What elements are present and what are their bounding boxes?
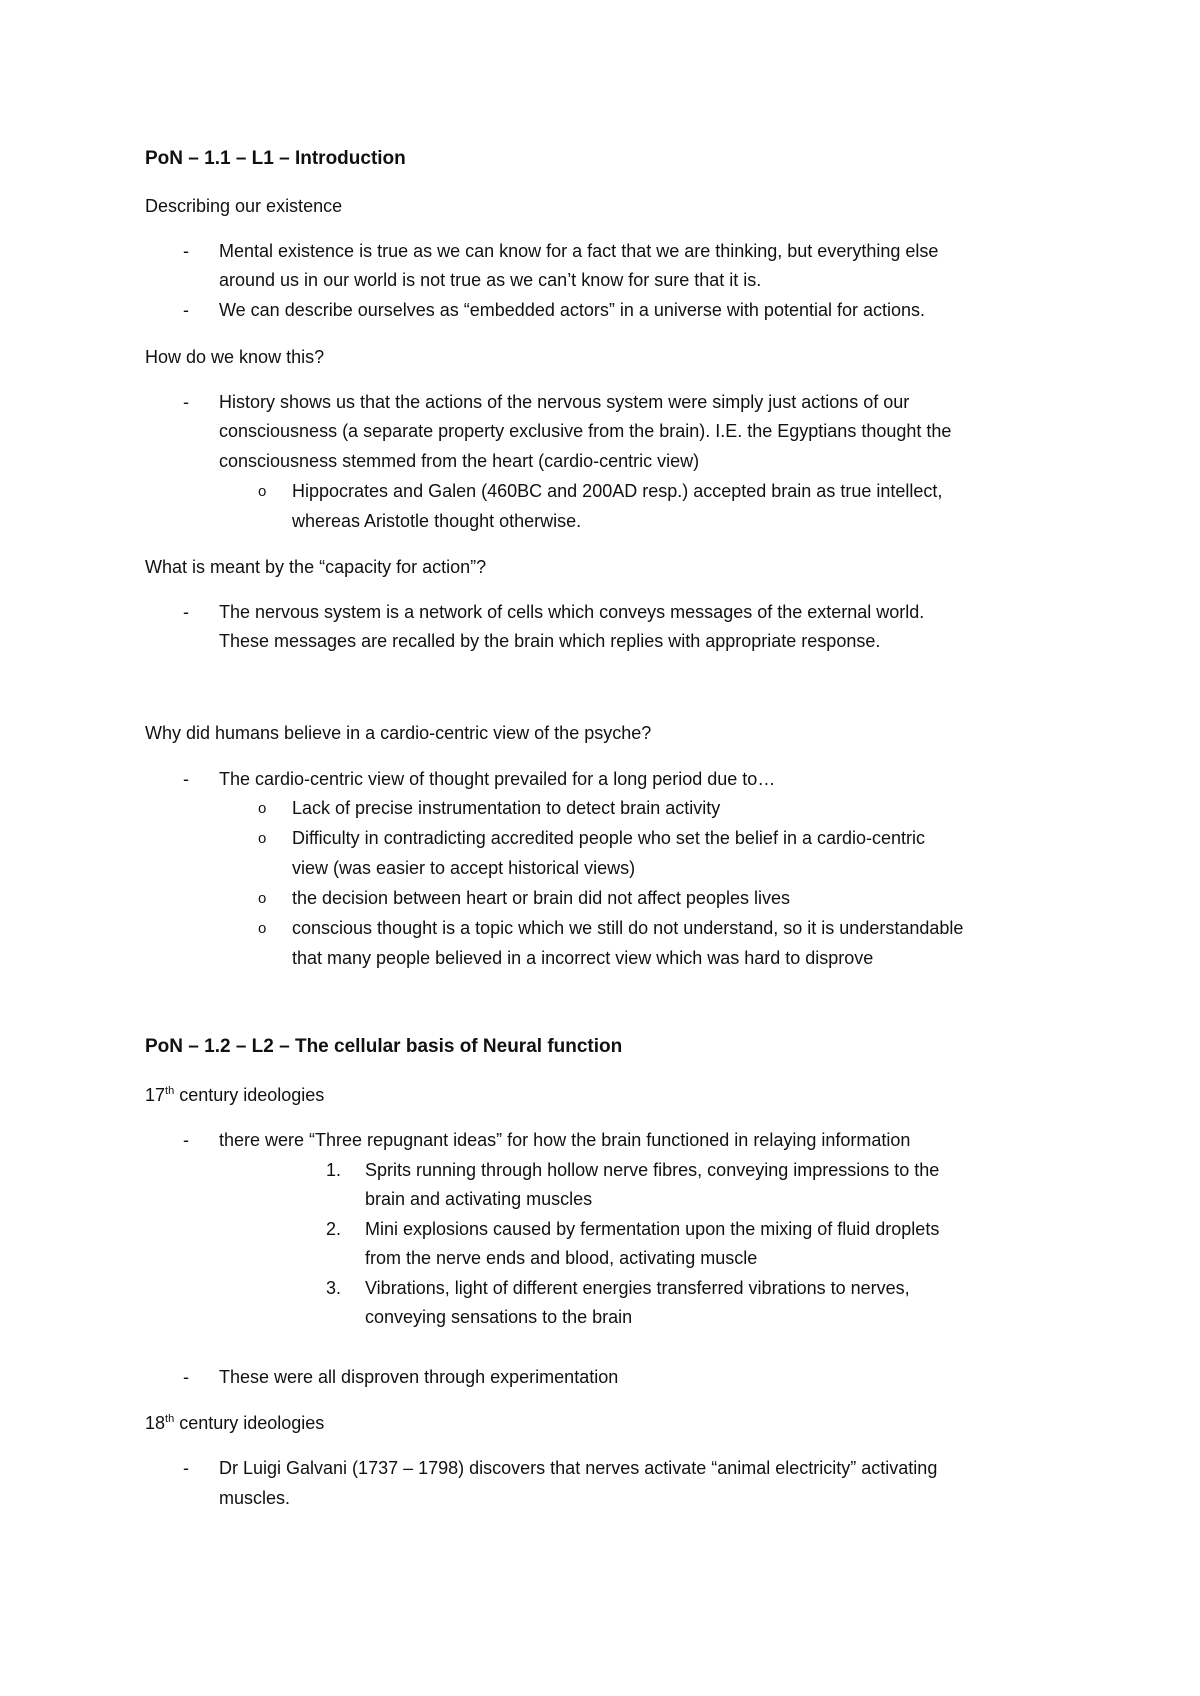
dash-bullet: -: [183, 1367, 189, 1387]
sub-bullet: o: [258, 483, 267, 500]
dash-bullet: -: [183, 392, 189, 412]
sub-bullet-text: the decision between heart or brain did not affect peoples lives: [292, 888, 790, 908]
century-18-number: 18: [145, 1413, 166, 1433]
sub-bullet: o: [258, 920, 267, 937]
section-2-heading: PoN – 1.2 – L2 – The cellular basis of Neural function: [145, 1036, 623, 1057]
sub-bullet-text: Hippocrates and Galen (460BC and 200AD resp.) accepted brain as true intellect,: [292, 481, 943, 501]
section-1-heading: PoN – 1.1 – L1 – Introduction: [145, 148, 406, 169]
sub-bullet: o: [258, 800, 267, 817]
question-how-do-we-know: How do we know this?: [145, 347, 325, 367]
bullet-text: there were “Three repugnant ideas” for how the brain functioned in relaying information: [219, 1130, 911, 1150]
numbered-item-text: from the nerve ends and blood, activating muscle: [365, 1248, 758, 1268]
dash-bullet: -: [183, 1458, 189, 1478]
century-17-number: 17: [145, 1085, 166, 1105]
bullet-text: Dr Luigi Galvani (1737 – 1798) discovers that nerves activate “animal electricity” activating: [219, 1458, 938, 1478]
sub-bullet-text: that many people believed in a incorrect view which was hard to disprove: [292, 948, 874, 968]
sub-bullet-text: Lack of precise instrumentation to detect brain activity: [292, 798, 721, 818]
dash-bullet: -: [183, 602, 189, 622]
numbered-label: 3.: [326, 1278, 342, 1298]
question-cardio-centric: Why did humans believe in a cardio-centric view of the psyche?: [145, 723, 652, 743]
bullet-text: consciousness stemmed from the heart (cardio-centric view): [219, 451, 700, 471]
numbered-label: 2.: [326, 1219, 342, 1239]
dash-bullet: -: [183, 769, 189, 789]
numbered-label: 1.: [326, 1160, 342, 1180]
sub-bullet-text: view (was easier to accept historical views): [292, 858, 636, 878]
numbered-item-text: brain and activating muscles: [365, 1189, 593, 1209]
numbered-item-text: Mini explosions caused by fermentation upon the mixing of fluid droplets: [365, 1219, 940, 1239]
bullet-text: consciousness (a separate property exclusive from the brain). I.E. the Egyptians thought the: [219, 421, 952, 441]
bullet-text: These messages are recalled by the brain which replies with appropriate response.: [219, 631, 881, 651]
dash-bullet: -: [183, 241, 189, 261]
numbered-item-text: Sprits running through hollow nerve fibres, conveying impressions to the: [365, 1160, 940, 1180]
century-17-heading: [145, 1085, 324, 1106]
century-18-label: century ideologies: [174, 1413, 325, 1433]
bullet-text: around us in our world is not true as we can’t know for sure that it is.: [219, 270, 762, 290]
bullet-text: The cardio-centric view of thought prevailed for a long period due to…: [219, 769, 776, 789]
bullet-text: muscles.: [219, 1488, 291, 1508]
bullet-text: The nervous system is a network of cells which conveys messages of the external world.: [219, 602, 925, 622]
question-describing-existence: Describing our existence: [145, 196, 343, 216]
bullet-text: We can describe ourselves as “embedded actors” in a universe with potential for actions.: [219, 300, 926, 320]
bullet-text: History shows us that the actions of the nervous system were simply just actions of our: [219, 392, 910, 412]
bullet-text: These were all disproven through experimentation: [219, 1367, 619, 1387]
century-17-label: century ideologies: [174, 1085, 325, 1105]
sub-bullet-text: conscious thought is a topic which we still do not understand, so it is understandable: [292, 918, 964, 938]
sub-bullet-text: Difficulty in contradicting accredited people who set the belief in a cardio-centric: [292, 828, 926, 848]
bullet-text: Mental existence is true as we can know for a fact that we are thinking, but everything else: [219, 241, 939, 261]
century-18-heading: [145, 1413, 324, 1434]
sub-bullet: o: [258, 890, 267, 907]
century-18-suffix: th: [165, 1413, 175, 1425]
question-capacity-for-action: What is meant by the “capacity for action”?: [145, 557, 487, 577]
dash-bullet: -: [183, 300, 189, 320]
numbered-item-text: conveying sensations to the brain: [365, 1307, 633, 1327]
century-17-suffix: th: [165, 1085, 175, 1097]
dash-bullet: -: [183, 1130, 189, 1150]
sub-bullet: o: [258, 830, 267, 847]
numbered-item-text: Vibrations, light of different energies transferred vibrations to nerves,: [365, 1278, 910, 1298]
sub-bullet-text: whereas Aristotle thought otherwise.: [292, 511, 582, 531]
